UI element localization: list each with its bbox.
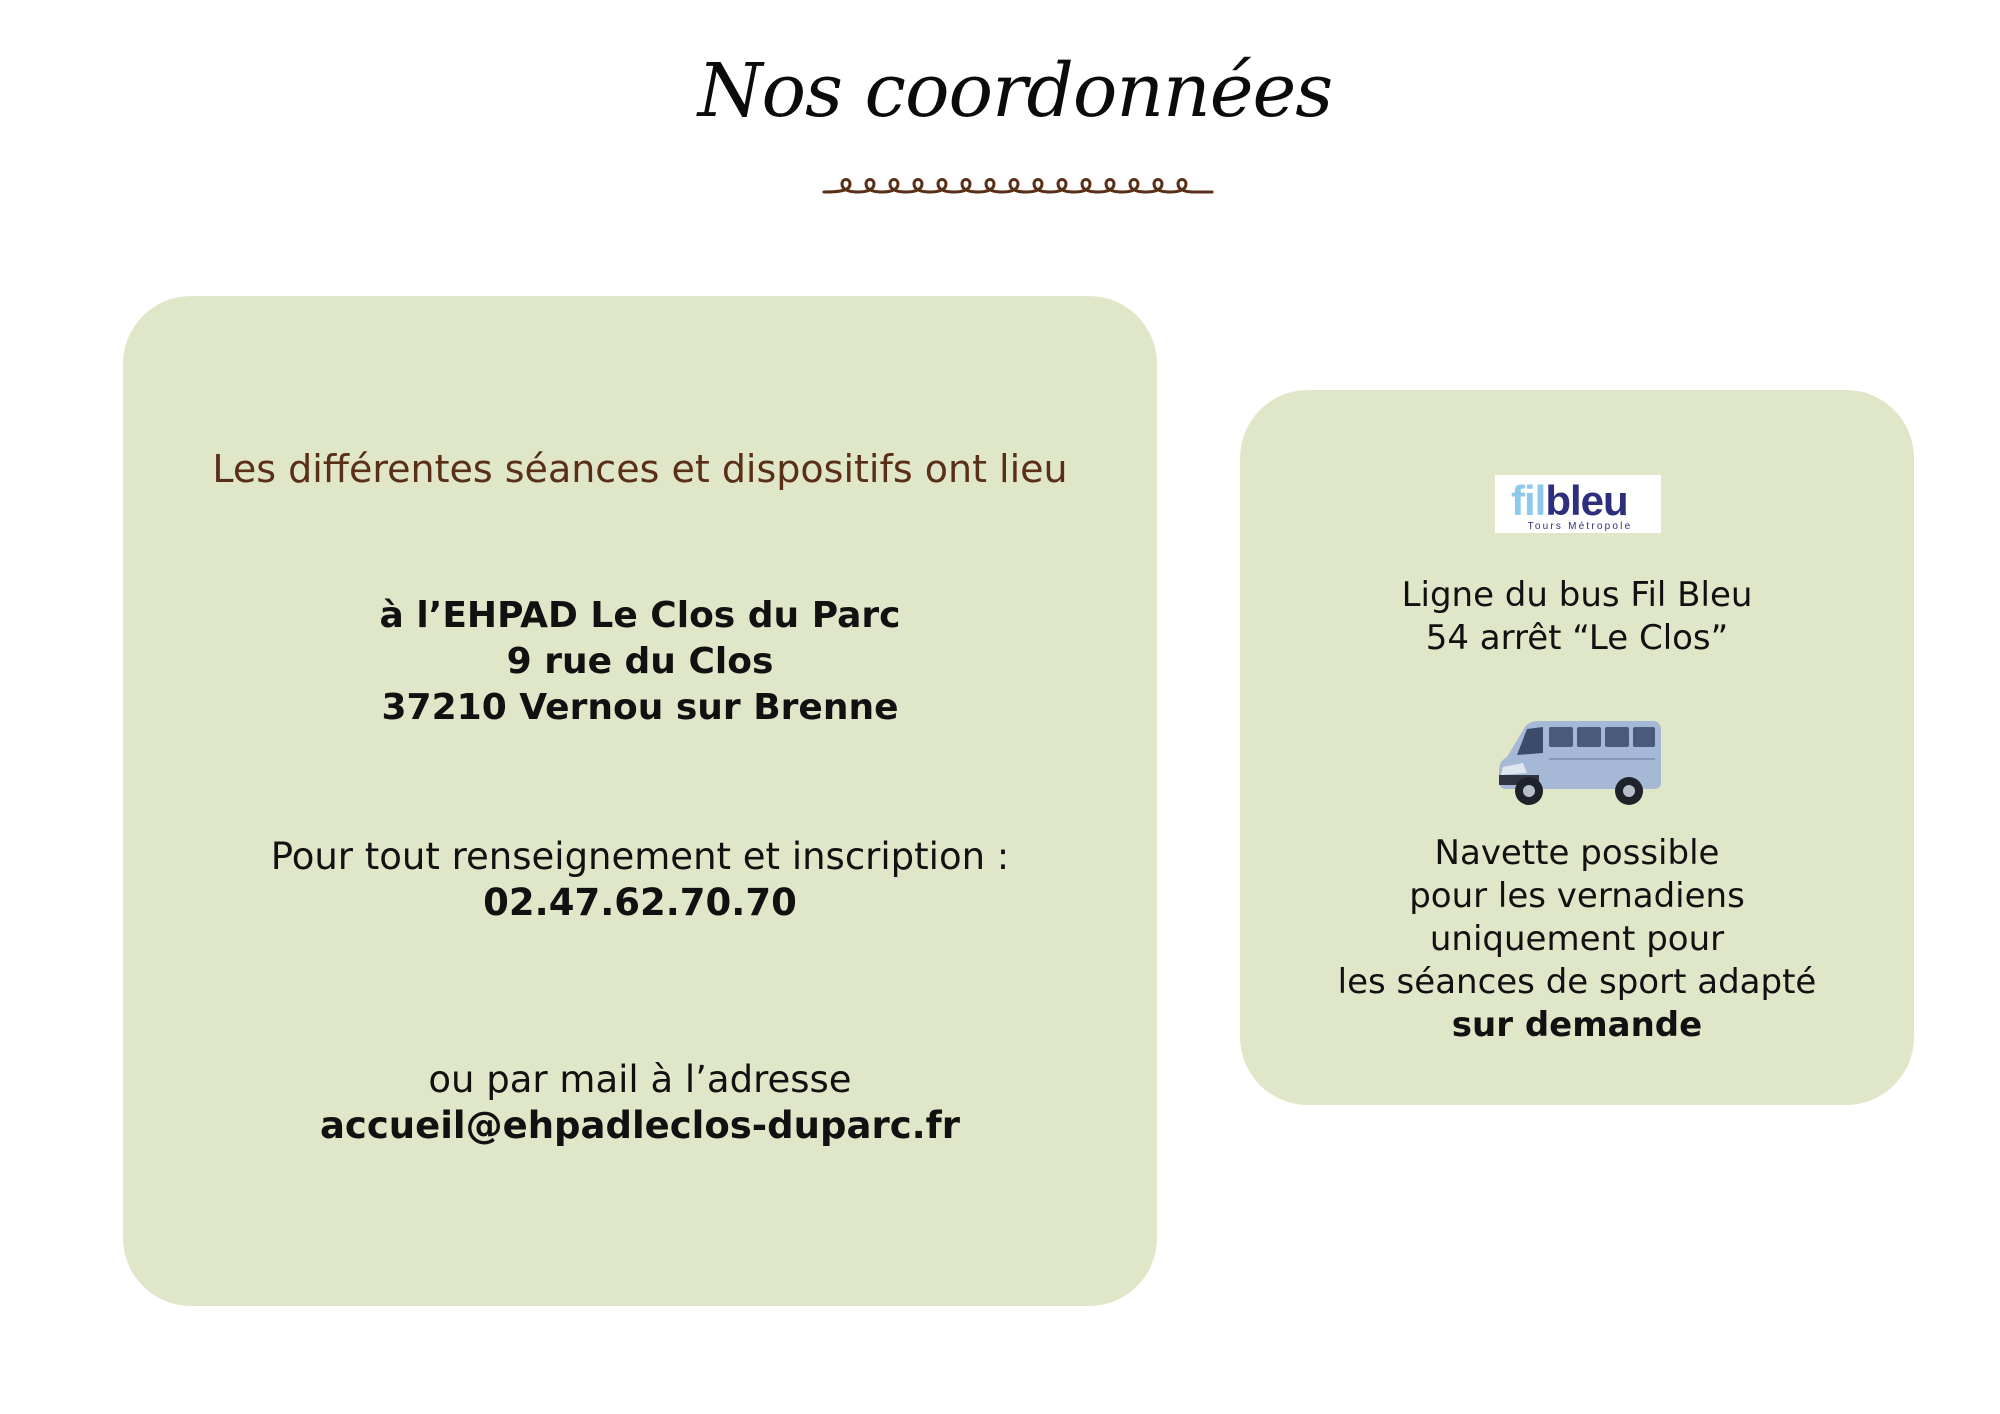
phone-number[interactable]: 02.47.62.70.70 bbox=[483, 881, 797, 924]
svg-text:filbleu bbox=[1511, 477, 1628, 524]
shuttle-emphasis: sur demande bbox=[1451, 1005, 1703, 1045]
bus-line-1: Ligne du bus Fil Bleu bbox=[1401, 575, 1753, 615]
address-block bbox=[123, 593, 1157, 731]
location-card bbox=[123, 296, 1157, 1306]
phone-block bbox=[123, 834, 1157, 926]
logo-brand-part2: bleu bbox=[1545, 477, 1628, 524]
transport-card bbox=[1240, 390, 1914, 1105]
mail-block bbox=[123, 1057, 1157, 1149]
mail-label: ou par mail à l’adresse bbox=[428, 1058, 852, 1101]
shuttle-line-4: les séances de sport adapté bbox=[1337, 962, 1817, 1002]
address-street: 9 rue du Clos bbox=[506, 641, 774, 682]
intro-text: Les différentes séances et dispositifs ont lieu bbox=[212, 447, 1068, 491]
shuttle-info bbox=[1240, 832, 1914, 1047]
address-city: 37210 Vernou sur Brenne bbox=[381, 687, 899, 728]
logo-tagline: Tours Métropole bbox=[1527, 521, 1633, 532]
address-place: à l’EHPAD Le Clos du Parc bbox=[379, 595, 901, 636]
curly-divider-icon bbox=[820, 170, 1216, 200]
logo-brand-part1: fil bbox=[1511, 477, 1546, 524]
bus-line-2: 54 arrêt “Le Clos” bbox=[1425, 618, 1729, 658]
shuttle-line-3: uniquement pour bbox=[1429, 919, 1725, 959]
shuttle-van-image bbox=[1493, 713, 1663, 813]
page-title: Nos coordonnées bbox=[697, 48, 1333, 134]
bus-info bbox=[1240, 574, 1914, 660]
email-address[interactable]: accueil@ehpadleclos-duparc.fr bbox=[319, 1104, 961, 1147]
filbleu-logo bbox=[1495, 475, 1661, 533]
shuttle-line-2: pour les vernadiens bbox=[1409, 876, 1745, 916]
phone-label: Pour tout renseignement et inscription : bbox=[270, 835, 1010, 878]
shuttle-line-1: Navette possible bbox=[1434, 833, 1720, 873]
